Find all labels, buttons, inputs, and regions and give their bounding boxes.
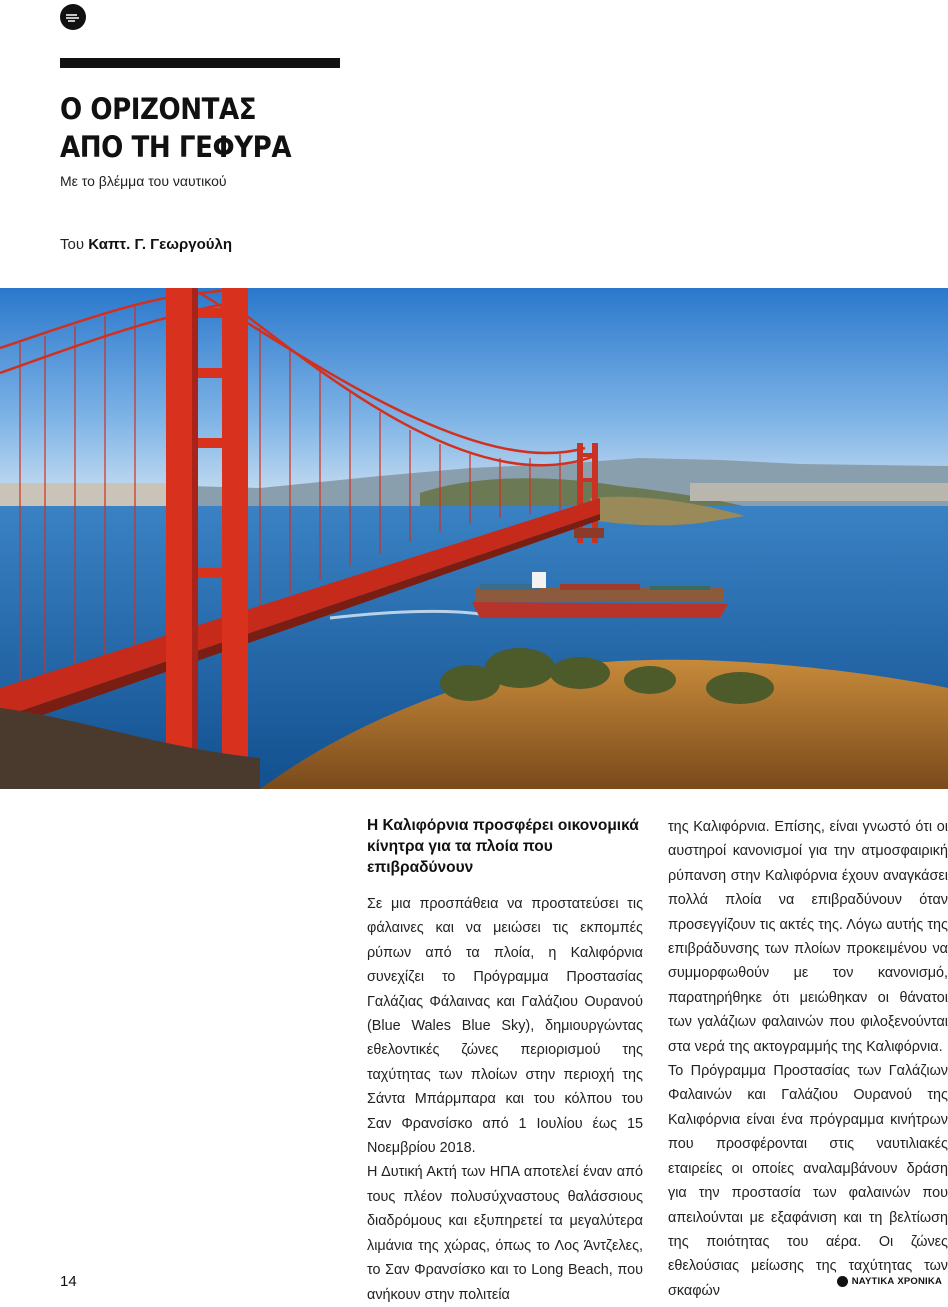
article-paragraph: της Καλιφόρνια. Επίσης, είναι γνωστό ότι οι αυστηροί κανονισμοί για την ατμοσφαιρική ρύπανση στην Καλιφόρνια έχουν αναγκάσει πολλά πλοία να επιβραδύνουν όταν προσεγγίζουν τις ακτές της. Λόγω αυτής της επιβράδυνσης των πλοίων προκειμένου να συμμορφωθούν με τον κανονισμό, παρατηρήθηκε ότι μειώθηκαν οι θάνατοι των γαλάζιων φαλαινών που φιλοξενούνται στα νερά της ακτογραμμής της Καλιφόρνια. <box>668 819 948 1055</box>
article-paragraph: Η Δυτική Ακτή των ΗΠΑ αποτελεί έναν από τους πλέον πολυσύχναστους θαλάσσιους διαδρόμους και εξυπηρετεί τα μεγαλύτερα λιμάνια της χώρας, όπως το Λος Άντζελες, το Σαν Φρανσίσκο και το Long Beach, που ανήκουν στην πολιτεία <box>367 1164 643 1303</box>
header-rule <box>60 58 340 68</box>
section-title <box>60 90 291 166</box>
logo-mark-icon <box>65 12 81 22</box>
article-headline: Η Καλιφόρνια προσφέρει οικονομικά κίνητρα για τα πλοία που επιβραδύνουν <box>367 817 639 876</box>
golden-gate-photo <box>0 288 948 789</box>
article-column-2 <box>668 815 948 1303</box>
brand-name: ΝΑΥΤΙΚΑ ΧΡΟΝΙΚΑ <box>851 1276 942 1287</box>
article-paragraph: Το Πρόγραμμα Προστασίας των Γαλάζιων Φαλαινών και Γαλάζιου Ουρανού της Καλιφόρνια είναι ένα πρόγραμμα κινήτρων που προσφέρονται στις ναυτιλιακές εταιρείες οι οποίες αναλαμβάνουν δράση για την προστασία των φαλαινών που απειλούνται με εξαφάνιση και τη βελτίωση της ποιότητας του αέρα. Οι ζώνες εθελούσιας μείωσης της ταχύτητας των σκαφών <box>668 1063 948 1299</box>
title-line-2: ΑΠΟ ΤΗ ΓΕΦΥΡΑ <box>60 130 292 164</box>
page-number: 14 <box>60 1273 77 1290</box>
article-column-1 <box>367 815 643 1307</box>
section-subtitle: Με το βλέμμα του ναυτικού <box>60 173 227 189</box>
byline-prefix: Του <box>60 236 89 253</box>
brand-logo-icon <box>837 1276 848 1287</box>
title-line-1: Ο ΟΡΙΖΟΝΤΑΣ <box>60 92 257 126</box>
article-paragraph: Σε μια προσπάθεια να προστατεύσει τις φάλαινες και να μειώσει τις εκπομπές ρύπων από τα πλοία, η Καλιφόρνια συνεχίζει το Πρόγραμμα Προστασίας Γαλάζιας Φάλαινας και Γαλάζιου Ουρανού (Blue Wales Blue Sky), δημιουργώντας εθελοντικές ζώνες περιορισμού της ταχύτητας των πλοίων στην περιοχή της Σάντα Μπάρμπαρα και του κόλπου του Σαν Φρανσίσκο από 1 Ιουλίου έως 15 Νοεμβρίου 2018. <box>367 896 643 1157</box>
magazine-logo-icon <box>60 4 86 30</box>
hero-illustration <box>0 288 948 789</box>
byline-author: Καπτ. Γ. Γεωργούλη <box>88 236 232 253</box>
byline <box>60 236 232 253</box>
footer-brand <box>837 1276 942 1287</box>
